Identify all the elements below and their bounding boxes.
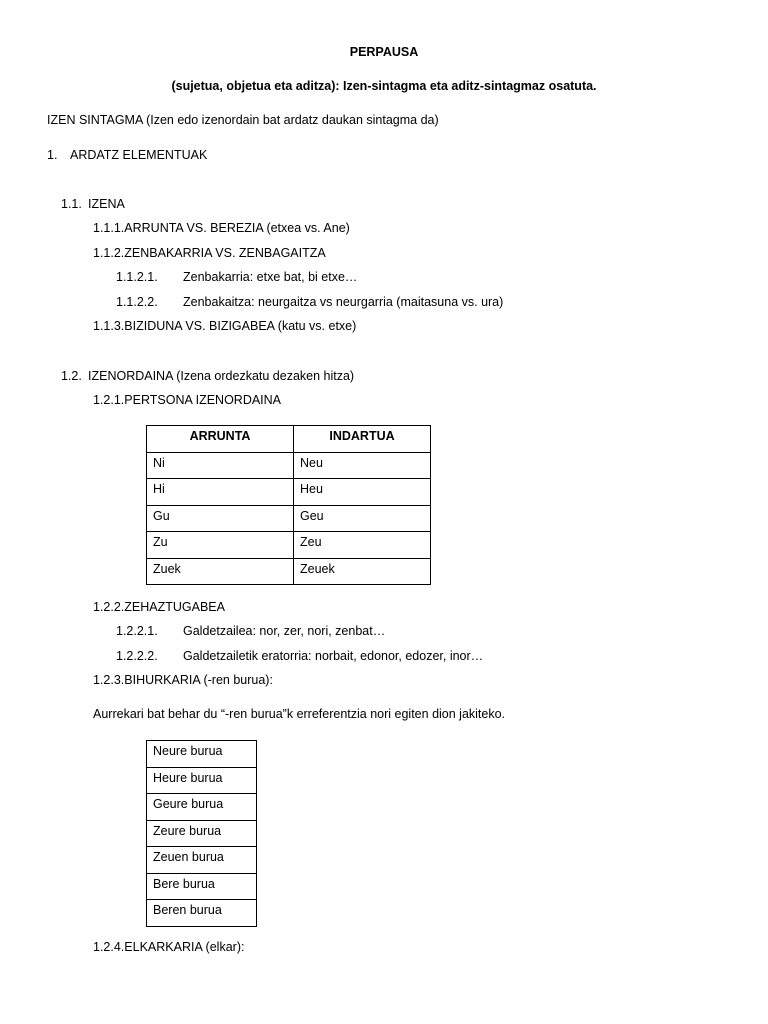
intro-line: IZEN SINTAGMA (Izen edo izenordain bat ardatz daukan sintagma da) — [47, 113, 439, 127]
section-1-2-2-1-label: Galdetzailea: nor, zer, nori, zenbat… — [183, 624, 386, 638]
page-subtitle: (sujetua, objetua eta aditza): Izen-sintagma eta aditz-sintagmaz osatuta. — [171, 79, 597, 93]
table-cell: Zeu — [294, 532, 431, 559]
table-row — [147, 767, 257, 794]
section-1-2-1: 1.2.1.PERTSONA IZENORDAINA — [93, 393, 282, 407]
section-1-2-3: 1.2.3.BIHURKARIA (-ren burua): — [93, 673, 273, 687]
section-1-1-2: 1.1.2.ZENBAKARRIA VS. ZENBAGAITZA — [93, 246, 326, 260]
table-cell: Geu — [294, 505, 431, 532]
section-1-1-2-2-label: Zenbakaitza: neurgaitza vs neurgarria (maitasuna vs. ura) — [183, 295, 504, 309]
table-row — [147, 558, 431, 585]
table-row — [147, 873, 257, 900]
table-cell: Beren burua — [147, 900, 257, 927]
table-cell: Zuek — [147, 558, 294, 585]
table-cell: Zu — [147, 532, 294, 559]
section-1-1-2-1-label: Zenbakarria: etxe bat, bi etxe… — [183, 270, 358, 284]
section-1-2-2-2-number: 1.2.2.2. — [116, 649, 158, 663]
table-row — [147, 900, 257, 927]
table-cell: Gu — [147, 505, 294, 532]
section-1-1 — [61, 196, 125, 212]
table-cell: Neure burua — [147, 741, 257, 768]
section-1-1-2-2 — [116, 294, 503, 310]
section-1-1-2-1 — [116, 269, 357, 285]
table-cell: Geure burua — [147, 794, 257, 821]
section-1-2-3-note: Aurrekari bat behar du “-ren burua”k erreferentzia nori egiten dion jakiteko. — [93, 707, 506, 721]
table-cell: Hi — [147, 479, 294, 506]
table-cell: Zeuek — [294, 558, 431, 585]
section-1-number: 1. — [47, 148, 58, 162]
section-1-2-2: 1.2.2.ZEHAZTUGABEA — [93, 600, 225, 614]
section-1-1-label: IZENA — [88, 197, 125, 211]
pronoun-table — [146, 425, 431, 585]
table-cell: Bere burua — [147, 873, 257, 900]
table-header-row — [147, 426, 431, 453]
table-row — [147, 741, 257, 768]
table-cell: Ni — [147, 452, 294, 479]
section-1-2-2-1-number: 1.2.2.1. — [116, 624, 158, 638]
section-1-1-number: 1.1. — [61, 197, 82, 211]
section-1-2-4: 1.2.4.ELKARKARIA (elkar): — [93, 940, 245, 954]
section-1-2-2-2-label: Galdetzailetik eratorria: norbait, edonor, edozer, inor… — [183, 649, 484, 663]
table-cell: Heu — [294, 479, 431, 506]
section-1-2-2-1 — [116, 623, 385, 639]
table-row — [147, 794, 257, 821]
table-row — [147, 479, 431, 506]
section-1-1-2-1-number: 1.1.2.1. — [116, 270, 158, 284]
section-1-label: ARDATZ ELEMENTUAK — [70, 148, 208, 162]
table-row — [147, 452, 431, 479]
section-1-1-1: 1.1.1.ARRUNTA VS. BEREZIA (etxea vs. Ane) — [93, 221, 350, 235]
table-row — [147, 820, 257, 847]
column-header-indartua: INDARTUA — [294, 426, 431, 453]
table-cell: Heure burua — [147, 767, 257, 794]
section-1-1-3: 1.1.3.BIZIDUNA VS. BIZIGABEA (katu vs. etxe) — [93, 319, 357, 333]
table-cell: Neu — [294, 452, 431, 479]
column-header-arrunta: ARRUNTA — [147, 426, 294, 453]
section-1-2-2-2 — [116, 648, 483, 664]
table-row — [147, 847, 257, 874]
table-row — [147, 532, 431, 559]
table-cell: Zeuen burua — [147, 847, 257, 874]
table-cell: Zeure burua — [147, 820, 257, 847]
section-1-1-2-2-number: 1.1.2.2. — [116, 295, 158, 309]
page-title: PERPAUSA — [349, 45, 419, 59]
reflexive-table — [146, 740, 257, 927]
section-1-2-label: IZENORDAINA (Izena ordezkatu dezaken hitza) — [88, 369, 355, 383]
table-row — [147, 505, 431, 532]
section-1 — [47, 147, 207, 163]
section-1-2-number: 1.2. — [61, 369, 82, 383]
section-1-2 — [61, 368, 354, 384]
